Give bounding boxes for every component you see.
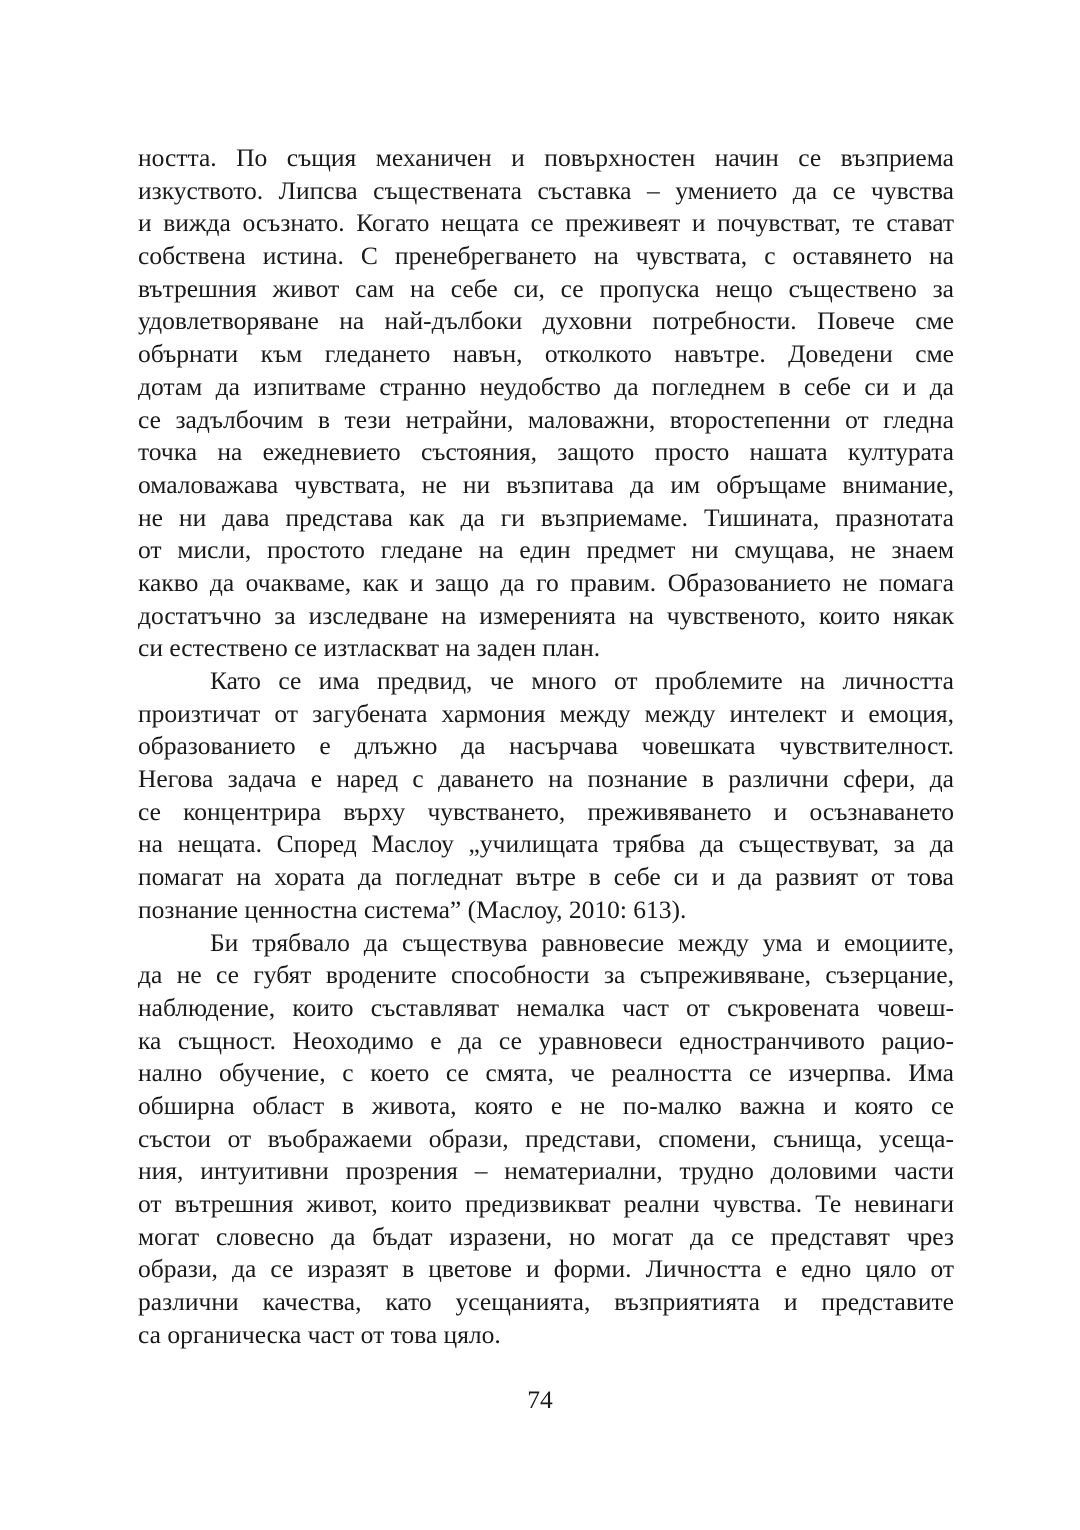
text-line: Като се има предвид, че много от проблемите на личността — [210, 666, 954, 695]
text-line: ния, интуитивни прозрения – нематериални, трудно доловими части — [138, 1156, 954, 1186]
text-line: дотам да изпитваме странно неудобство да погледнем в себе си и да — [138, 371, 954, 401]
text-line: какво да очакваме, как и защо да го правим. Образованието не помага — [138, 567, 954, 597]
text-line: се концентрира върху чувстването, преживяването и осъзнаването — [138, 796, 954, 826]
text-line: могат словесно да бъдат изразени, но могат да се представят чрез — [138, 1221, 954, 1251]
text-line: нално обучение, с което се смята, че реалността се изчерпва. Има — [138, 1058, 954, 1088]
text-line: състои от въображаеми образи, представи, спомени, сънища, усеща- — [138, 1123, 954, 1153]
text-line: различни качества, като усещанията, възприятията и представите — [138, 1287, 954, 1317]
text-line: не ни дава представа как да ги възприемаме. Тишината, празнотата — [138, 502, 954, 532]
text-line: и вижда осъзнато. Когато нещата се преживеят и почувстват, те стават — [138, 208, 954, 238]
text-line: вътрешния живот сам на себе си, се пропуска нещо съществено за — [138, 273, 954, 303]
text-line: са органическа част от това цяло. — [138, 1319, 501, 1349]
text-line: Негова задача е наред с даването на познание в различни сфери, да — [138, 764, 954, 794]
text-line: наблюдение, които съставляват немалка част от съкровената човеш- — [138, 992, 954, 1022]
text-line: обширна област в живота, която е не по-малко важна и която се — [138, 1090, 954, 1120]
text-line: от вътрешния живот, които предизвикват реални чувства. Те невинаги — [138, 1189, 954, 1218]
text-line: си естествено се изтласкват на заден план. — [138, 633, 601, 663]
text-line: достатъчно за изследване на измеренията на чувственото, които някак — [138, 600, 954, 630]
text-line: познание ценностна система” (Маслоу, 2010: 613). — [138, 894, 687, 924]
page-number: 74 — [527, 1385, 553, 1414]
text-line: Би трябвало да съществува равновесие между ума и емоциите, — [210, 927, 954, 957]
text-line: омаловажава чувствата, не ни възпитава да им обръщаме внимание, — [138, 469, 954, 499]
text-line: на нещата. Според Маслоу „училищата трябва да съществуват, за да — [138, 829, 954, 859]
body-text — [138, 142, 954, 1351]
text-line: образованието е длъжно да насърчава човешката чувствителност. — [138, 731, 954, 761]
text-line: ка същност. Неоходимо е да се уравновеси едностранчивото рацио- — [138, 1025, 954, 1055]
text-line: точка на ежедневието състояния, защото просто нашата културата — [138, 437, 954, 467]
text-line: ността. По същия механичен и повърхностен начин се възприема — [138, 143, 954, 172]
text-line: помагат на хората да погледнат вътре в себе си и да развият от това — [138, 862, 954, 892]
text-line: собствена истина. С пренебрегването на чувствата, с оставянето на — [138, 241, 954, 271]
text-line: удовлетворяване на най-дълбоки духовни потребности. Повече сме — [138, 306, 954, 336]
text-line: да не се губят вродените способности за съпреживяване, съзерцание, — [138, 960, 954, 990]
text-line: се задълбочим в тези нетрайни, маловажни, второстепенни от гледна — [138, 404, 954, 434]
text-line: от мисли, простото гледане на един предмет ни смущава, не знаем — [138, 535, 954, 565]
text-line: изкуството. Липсва съществената съставка – умението да се чувства — [138, 175, 954, 205]
text-line: произтичат от загубената хармония между между интелект и емоция, — [138, 698, 954, 728]
text-line: образи, да се изразят в цветове и форми. Личността е едно цяло от — [138, 1254, 954, 1284]
text-line: обърнати към гледането навън, отколкото навътре. Доведени сме — [138, 339, 954, 369]
